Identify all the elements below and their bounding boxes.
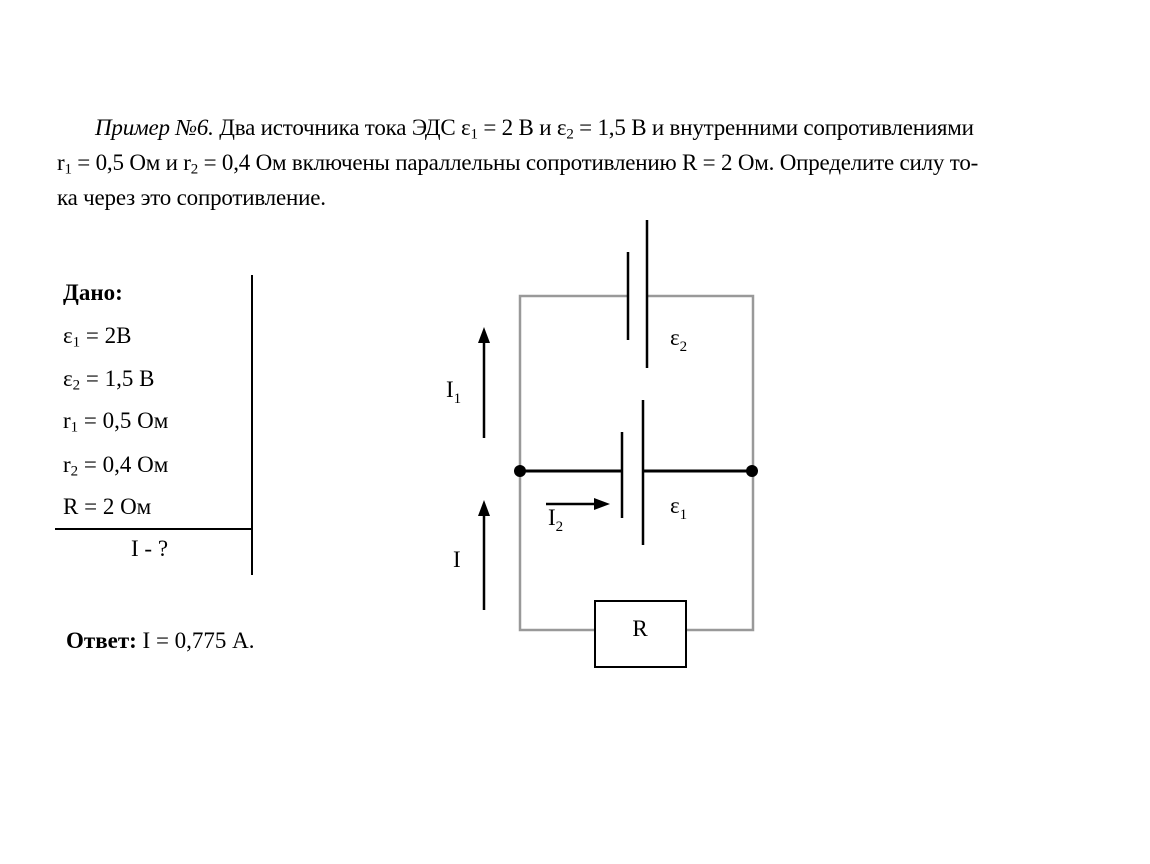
problem-line-3: ка через это сопротивление. (57, 185, 326, 210)
label-emf1: $\varepsilon_1$ (670, 493, 688, 523)
given-item: $r_2 = 0,4$ Ом (63, 452, 169, 480)
given-title: Дано: (63, 280, 123, 305)
label-i1: $I_1$ (446, 377, 462, 407)
answer-label: Ответ: (66, 628, 137, 653)
left-wire (520, 296, 628, 630)
junction-node-right (746, 465, 758, 477)
given-item: $\varepsilon_2 = 1,5$ В (63, 366, 155, 394)
answer-value: I = 0,775 А. (136, 628, 255, 653)
given-item: $\varepsilon_1 = 2В$ (63, 323, 132, 351)
label-i: I (453, 547, 461, 572)
problem-line-2: $r_1 = 0,5$ Ом и $r_2 = 0,4$ Ом включены параллельны сопротивлению R = 2 Ом. Определите силу то- (57, 150, 979, 178)
resistor-label: R (632, 616, 648, 641)
given-item: $r_1 = 0,5$ Ом (63, 408, 169, 436)
right-wire (647, 296, 753, 630)
junction-node-left (514, 465, 526, 477)
problem-line-1: Пример №6. Два источника тока ЭДС $\varepsilon_1 = 2$ В и $\varepsilon_2 = 1,5$ В и внутренними сопротивлениями (95, 115, 974, 143)
given-item: R = 2 Ом (63, 494, 152, 519)
label-i2: $I_2$ (548, 505, 564, 535)
arrow-i-head (478, 500, 490, 516)
label-emf2: $\varepsilon_2$ (670, 325, 688, 355)
arrow-i2-head (594, 498, 610, 510)
find-quantity: I - ? (131, 536, 169, 561)
example-label: Пример №6. (95, 115, 214, 140)
arrow-i1-head (478, 327, 490, 343)
